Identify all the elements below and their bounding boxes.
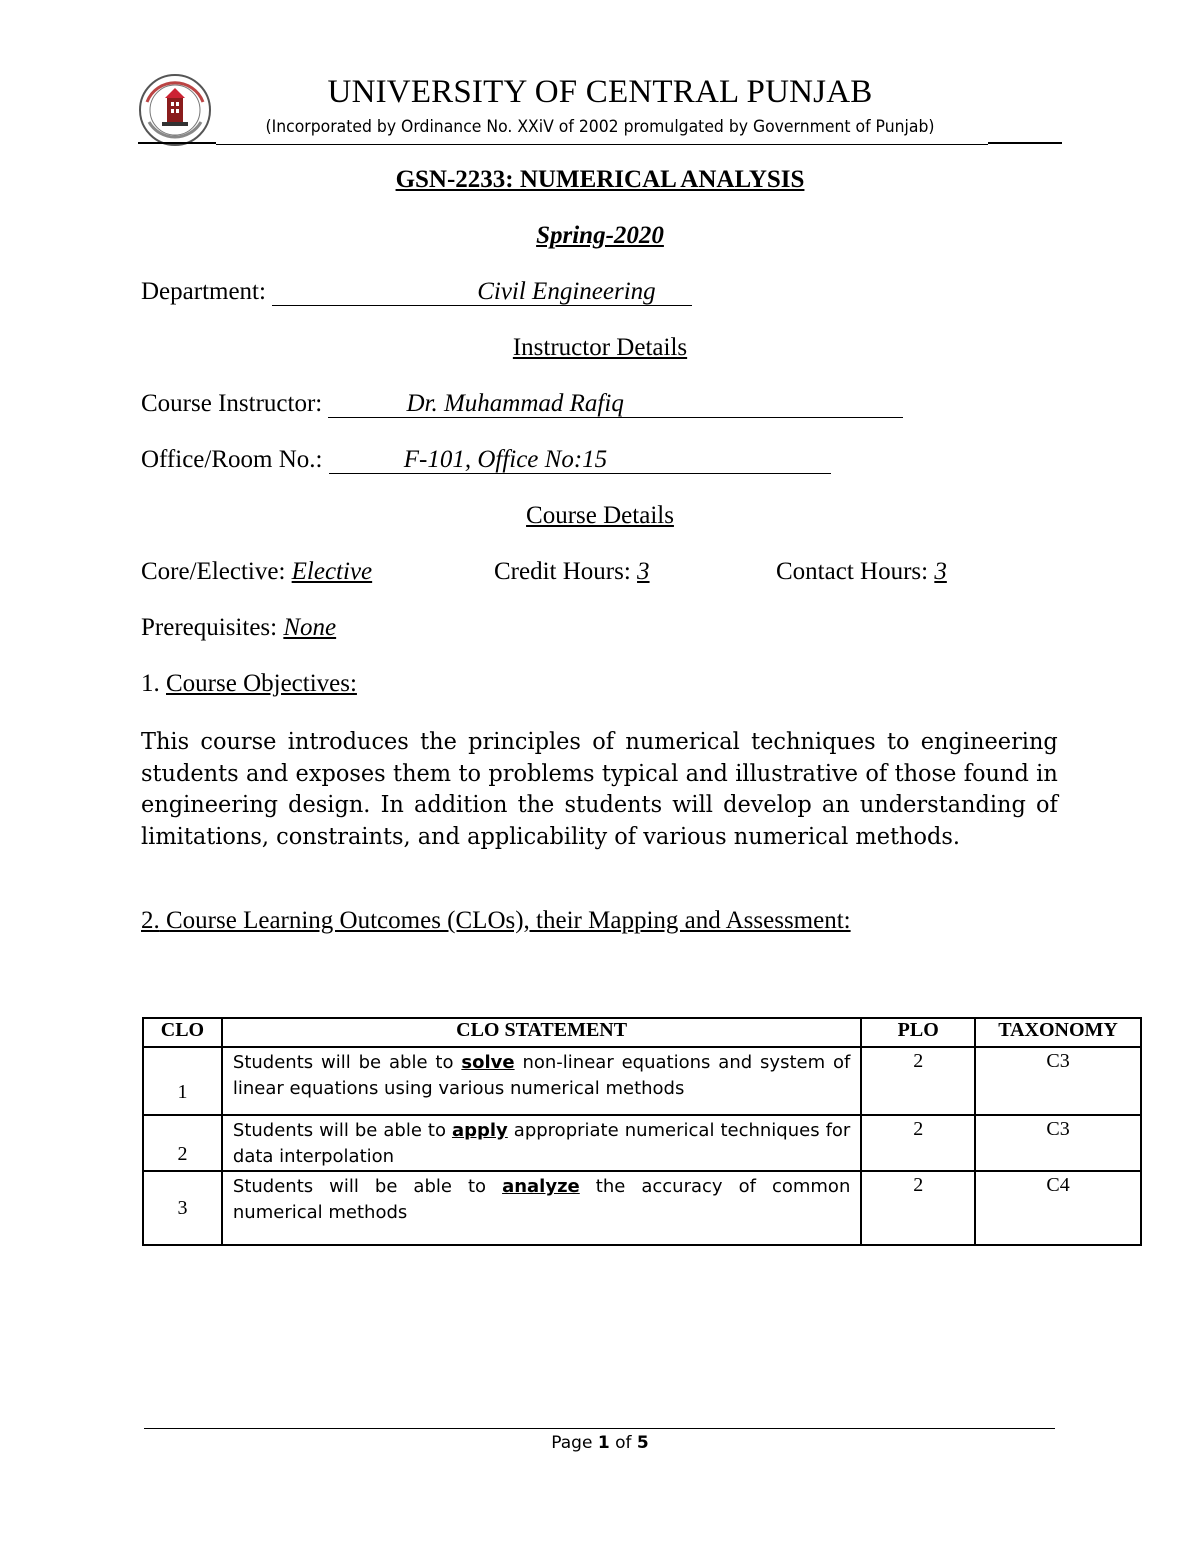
clo-statement: Students will be able to solve non-linear equations and system of linear equations using various numerical methods bbox=[222, 1047, 861, 1115]
clo-statement: Students will be able to apply appropriate numerical techniques for data interpolation bbox=[222, 1115, 861, 1171]
clo-statement: Students will be able to analyze the accuracy of common numerical methods bbox=[222, 1171, 861, 1245]
office-value: F-101, Office No:15 bbox=[329, 447, 831, 474]
table-row bbox=[143, 1047, 1141, 1115]
header-rule bbox=[988, 142, 1062, 144]
clo-number: 1 bbox=[143, 1047, 222, 1115]
course-term: Spring-2020 bbox=[536, 222, 664, 249]
core-elective-value: Elective bbox=[291, 558, 373, 585]
plo-value: 2 bbox=[861, 1047, 975, 1115]
course-objectives-text: This course introduces the principles of numerical techniques to engineering students and exposes them to problems typical and illustrative of those found in engineering design. In addition the students will develop an understanding of limitations, constraints, and applicability of various numerical methods. bbox=[141, 727, 1058, 850]
credit-hours-value: 3 bbox=[637, 558, 650, 585]
header-rule bbox=[138, 142, 216, 144]
column-header: PLO bbox=[861, 1018, 975, 1047]
table-row bbox=[143, 1171, 1141, 1245]
column-header: TAXONOMY bbox=[975, 1018, 1141, 1047]
incorporation-note: (Incorporated by Ordinance No. XXiV of 2002 promulgated by Government of Punjab) bbox=[265, 117, 935, 137]
clo-number: 2 bbox=[143, 1115, 222, 1171]
column-header: CLO STATEMENT bbox=[222, 1018, 861, 1047]
university-name: UNIVERSITY OF CENTRAL PUNJAB bbox=[327, 74, 873, 110]
plo-value: 2 bbox=[861, 1171, 975, 1245]
header-rule bbox=[216, 144, 988, 145]
prerequisites: Prerequisites: None bbox=[141, 614, 337, 641]
page-number: Page 1 of 5 bbox=[551, 1433, 649, 1453]
section-1-heading: 1. Course Objectives: bbox=[141, 670, 357, 697]
prerequisites-value: None bbox=[283, 614, 337, 641]
footer-rule bbox=[144, 1428, 1055, 1429]
instructor-name: Dr. Muhammad Rafiq bbox=[328, 391, 903, 418]
section-2-heading: 2. Course Learning Outcomes (CLOs), their Mapping and Assessment: bbox=[141, 907, 851, 934]
column-header: CLO bbox=[143, 1018, 222, 1047]
contact-hours: Contact Hours: 3 bbox=[776, 558, 947, 585]
taxonomy-value: C3 bbox=[975, 1115, 1141, 1171]
contact-hours-value: 3 bbox=[934, 558, 947, 585]
clo-table bbox=[142, 1017, 1142, 1246]
office-label: Office/Room No.: bbox=[141, 446, 323, 473]
department-row bbox=[141, 278, 692, 306]
course-details-heading: Course Details bbox=[526, 502, 674, 529]
credit-hours: Credit Hours: 3 bbox=[494, 558, 650, 585]
office-row bbox=[141, 446, 831, 474]
course-title: GSN-2233: NUMERICAL ANALYSIS bbox=[395, 166, 805, 193]
core-elective: Core/Elective: Elective bbox=[141, 558, 373, 585]
taxonomy-value: C4 bbox=[975, 1171, 1141, 1245]
instructor-row bbox=[141, 390, 903, 418]
table-row bbox=[143, 1115, 1141, 1171]
table-header-row bbox=[143, 1018, 1141, 1047]
plo-value: 2 bbox=[861, 1115, 975, 1171]
department-value: Civil Engineering bbox=[272, 279, 692, 306]
clo-number: 3 bbox=[143, 1171, 222, 1245]
instructor-heading: Instructor Details bbox=[512, 334, 688, 361]
department-label: Department: bbox=[141, 278, 266, 305]
instructor-label: Course Instructor: bbox=[141, 390, 323, 417]
taxonomy-value: C3 bbox=[975, 1047, 1141, 1115]
